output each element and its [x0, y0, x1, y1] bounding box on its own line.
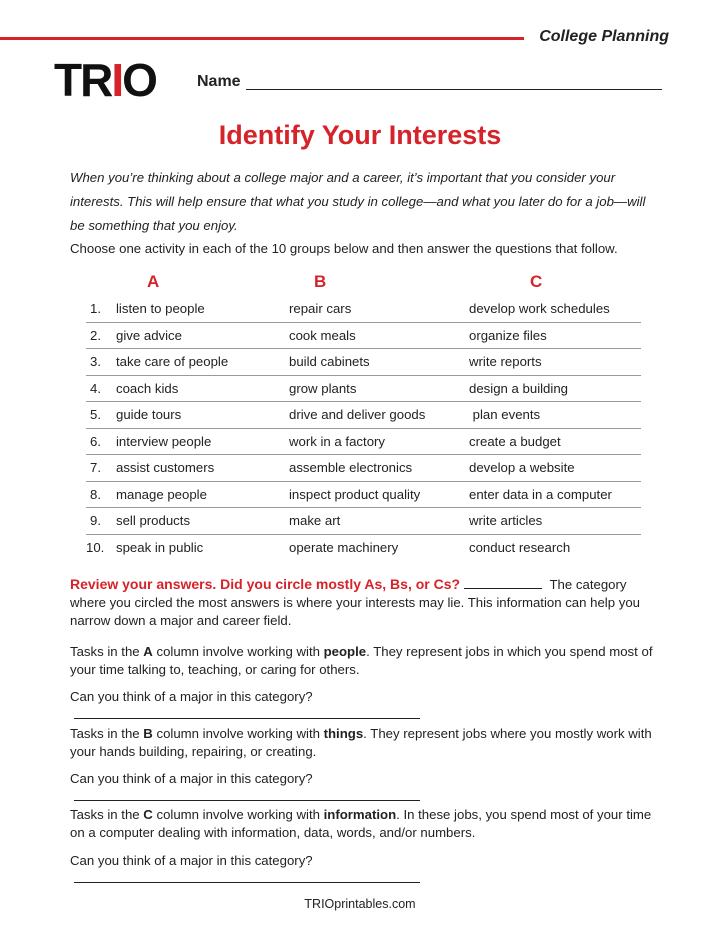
- activity-a[interactable]: give advice: [116, 327, 182, 343]
- row-number: 8.: [90, 486, 101, 502]
- activity-b[interactable]: cook meals: [289, 327, 356, 343]
- row-number: 3.: [90, 354, 101, 369]
- category-letter: C: [143, 807, 153, 822]
- activity-a[interactable]: listen to people: [116, 301, 205, 316]
- category-keyword: things: [323, 726, 364, 741]
- activity-a[interactable]: assist customers: [116, 460, 215, 475]
- activity-a[interactable]: coach kids: [116, 380, 179, 396]
- activity-b[interactable]: operate machinery: [289, 539, 399, 555]
- review-paragraph: [70, 575, 660, 630]
- activity-b[interactable]: assemble electronics: [289, 460, 413, 475]
- activity-b[interactable]: build cabinets: [289, 354, 370, 369]
- review-heading: Review your answers. Did you circle mostly As, Bs, or Cs?: [70, 576, 461, 592]
- question-b: Can you think of a major in this category?: [70, 770, 660, 806]
- activity-b[interactable]: drive and deliver goods: [289, 407, 426, 422]
- activity-a[interactable]: guide tours: [116, 407, 182, 422]
- row-number: 4.: [90, 380, 101, 396]
- trio-logo: TRIO: [54, 54, 156, 106]
- question-a: Can you think of a major in this category?: [70, 688, 660, 724]
- activity-row: [86, 455, 641, 482]
- row-number: 5.: [90, 407, 101, 422]
- header-rule: [0, 37, 524, 40]
- row-number: 10.: [86, 539, 105, 555]
- question-c: Can you think of a major in this category?: [70, 852, 660, 888]
- answer-blank[interactable]: [464, 577, 542, 589]
- activity-b[interactable]: make art: [289, 513, 341, 528]
- major-b-input-line[interactable]: [74, 789, 420, 801]
- activity-a[interactable]: manage people: [116, 486, 207, 502]
- activity-row: [86, 376, 641, 403]
- activity-c[interactable]: conduct research: [469, 539, 571, 555]
- activity-a[interactable]: sell products: [116, 513, 191, 528]
- major-a-input-line[interactable]: [74, 707, 420, 719]
- footer-url[interactable]: TRIOprintables.com: [304, 897, 416, 911]
- activity-c[interactable]: design a building: [469, 380, 568, 396]
- activity-row: [86, 429, 641, 456]
- instructions: Choose one activity in each of the 10 groups below and then answer the questions that follow.: [70, 241, 618, 256]
- activity-row: [86, 323, 641, 350]
- activity-grid: [86, 296, 641, 561]
- activity-b[interactable]: work in a factory: [289, 433, 386, 449]
- column-header-b: B: [314, 272, 327, 291]
- activity-c[interactable]: plan events: [469, 407, 541, 422]
- column-header-c: C: [530, 272, 543, 291]
- category-letter: A: [143, 644, 153, 659]
- activity-a[interactable]: interview people: [116, 433, 212, 449]
- activity-c[interactable]: enter data in a computer: [469, 486, 612, 502]
- activity-b[interactable]: grow plants: [289, 380, 357, 396]
- activity-row: [86, 482, 641, 509]
- activity-a[interactable]: speak in public: [116, 539, 204, 555]
- activity-c[interactable]: develop work schedules: [469, 301, 610, 316]
- activity-row: [86, 349, 641, 376]
- name-label: Name: [197, 73, 241, 90]
- intro-paragraph: When you’re thinking about a college major and a career, it’s important that you consider your interests. This will help ensure that what you study in college—and what you later do for a job—will be something that you enjoy.: [70, 170, 646, 233]
- activity-c[interactable]: write reports: [469, 354, 542, 369]
- review-text: The category where you circled the most answers is where your interests may lie. This information can help you narrow down a major and career field.: [70, 577, 640, 628]
- category-a-paragraph: Tasks in the A column involve working with people. They represent jobs in which you spend most of your time talking to, teaching, or caring for others.: [70, 644, 653, 677]
- activity-c[interactable]: develop a website: [469, 460, 575, 475]
- row-number: 9.: [90, 513, 101, 528]
- row-number: 2.: [90, 327, 101, 343]
- activity-b[interactable]: inspect product quality: [289, 486, 421, 502]
- activity-row: [86, 508, 641, 535]
- row-number: 7.: [90, 460, 101, 475]
- category-keyword: information: [323, 807, 397, 822]
- activity-c[interactable]: write articles: [469, 513, 543, 528]
- activity-row: [86, 402, 641, 429]
- category-c-paragraph: Tasks in the C column involve working with information. In these jobs, you spend most of your time on a computer dealing with information, data, words, and/or numbers.: [70, 807, 652, 840]
- activity-a[interactable]: take care of people: [116, 354, 229, 369]
- category-keyword: people: [323, 644, 367, 659]
- activity-c[interactable]: create a budget: [469, 433, 561, 449]
- activity-c[interactable]: organize files: [469, 327, 547, 343]
- major-c-input-line[interactable]: [74, 871, 420, 883]
- column-header-a: A: [147, 272, 160, 291]
- category-letter: B: [143, 726, 153, 741]
- row-number: 1.: [90, 301, 101, 316]
- activity-b[interactable]: repair cars: [289, 301, 352, 316]
- activity-row: [86, 296, 641, 323]
- page-title: Identify Your Interests: [218, 120, 502, 150]
- name-input-line[interactable]: [246, 89, 662, 90]
- activity-row: [86, 535, 641, 562]
- header-label: College Planning: [539, 28, 669, 45]
- category-b-paragraph: Tasks in the B column involve working with things. They represent jobs where you mostly work with your hands building, repairing, or creating.: [70, 726, 652, 759]
- row-number: 6.: [90, 433, 101, 449]
